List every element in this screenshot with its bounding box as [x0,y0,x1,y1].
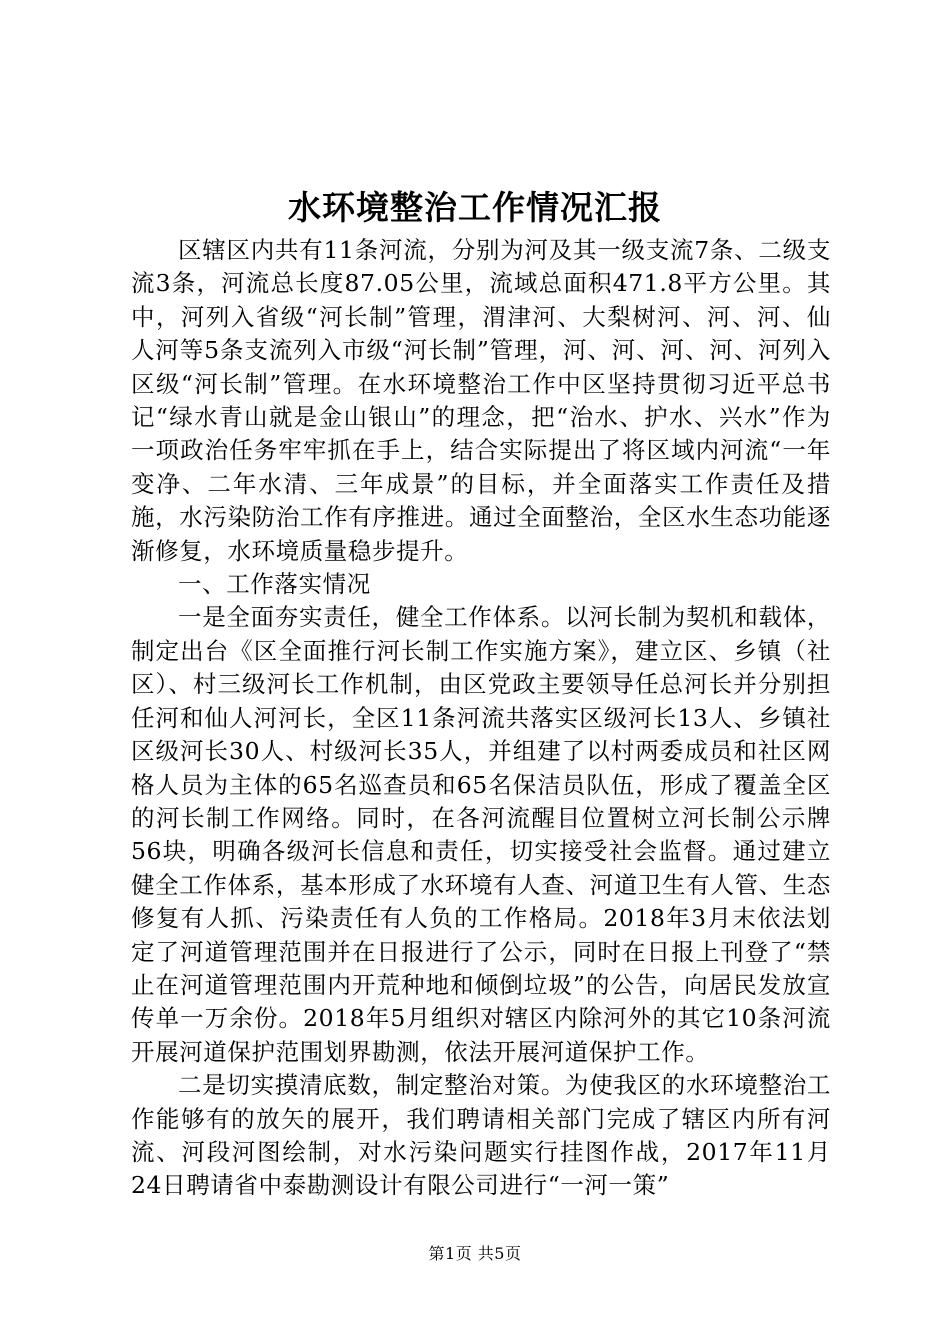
paragraph-overview: 区辖区内共有11条河流，分别为河及其一级支流7条、二级支流3条，河流总长度87.05公里，流域总面积471.8平方公里。其中，河列入省级“河长制”管理，渭津河、大梨树河、河、河、仙人河等5条支流列入市级“河长制”管理，河、河、河、河、河列入区级“河长制”管理。在水环境整治工作中区坚持贯彻习近平总书记“绿水青山就是金山银山”的理念，把“治水、护水、兴水”作为一项政治任务牢牢抓在手上，结合实际提出了将区域内河流“一年变净、二年水清、三年成景”的目标，并全面落实工作责任及措施，水污染防治工作有序推进。通过全面整治，全区水生态功能逐渐修复，水环境质量稳步提升。 [131,236,831,565]
document-title: 水环境整治工作情况汇报 [288,188,662,227]
paragraph-responsibility: 一是全面夯实责任，健全工作体系。以河长制为契机和载体，制定出台《区全面推行河长制工作实施方案》，建立区、乡镇（社区）、村三级河长工作机制，由区党政主要领导任总河长并分别担任河和仙人河河长，全区11条河流共落实区级河长13人、乡镇社区级河长30人、村级河长35人，并组建了以村两委成员和社区网格人员为主体的65名巡查员和65名保洁员队伍，形成了覆盖全区的河长制工作网络。同时，在各河流醒目位置树立河长制公示牌56块，明确各级河长信息和责任，切实接受社会监督。通过建立健全工作体系，基本形成了水环境有人查、河道卫生有人管、生态修复有人抓、污染责任有人负的工作格局。2018年3月末依法划定了河道管理范围并在日报进行了公示，同时在日报上刊登了“禁止在河道管理范围内开荒种地和倾倒垃圾”的公告，向居民发放宣传单一万余份。2018年5月组织对辖区内除河外的其它10条河流开展河道保护范围划界勘测，依法开展河道保护工作。 [131,603,831,1066]
page-footer: 第1页 共5页 [428,1244,522,1263]
document-body [131,234,831,1203]
paragraph-survey: 二是切实摸清底数，制定整治对策。为使我区的水环境整治工作能够有的放矢的展开，我们聘请相关部门完成了辖区内所有河流、河段河图绘制，对水污染问题实行挂图作战，2017年11月24日聘请省中泰勘测设计有限公司进行“一河一策” [131,1071,831,1200]
section-heading: 一、工作落实情况 [178,570,371,599]
